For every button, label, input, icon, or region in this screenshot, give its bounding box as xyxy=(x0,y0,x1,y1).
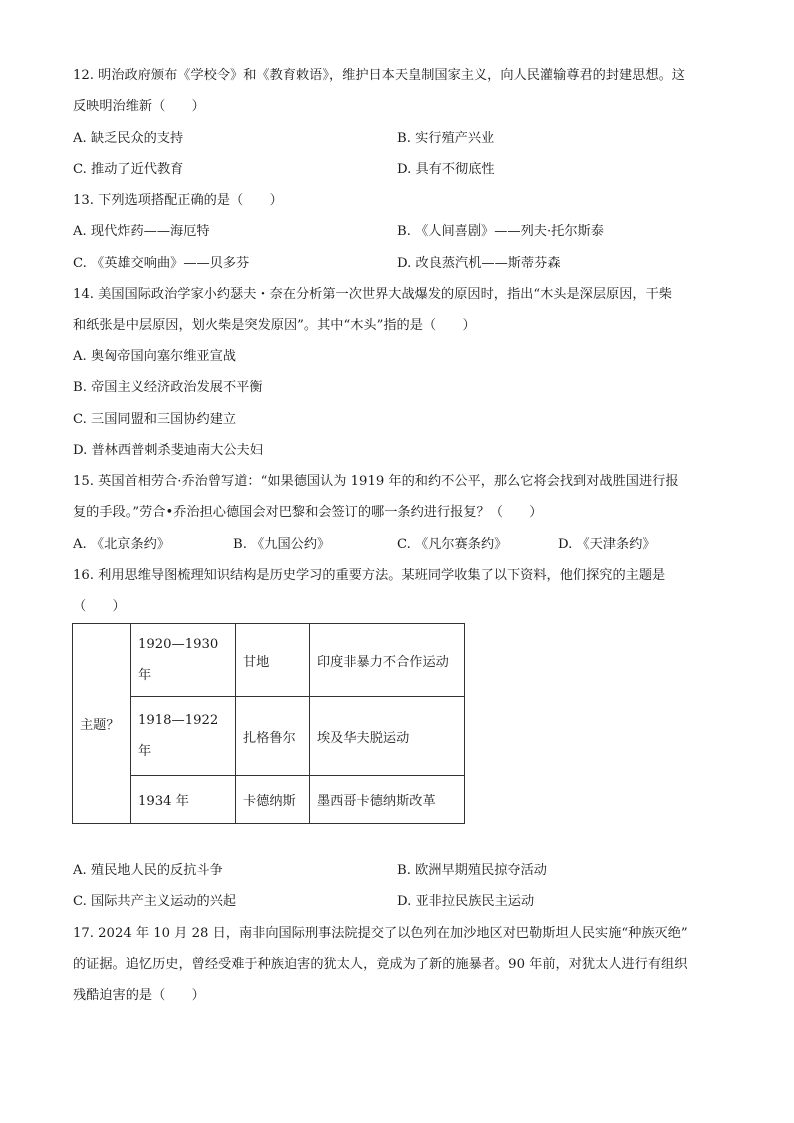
q12-option-c: C. 推动了近代教育 xyxy=(73,162,184,177)
q16-year-line1: 1918—1922 xyxy=(138,713,219,728)
q12-stem-line2: 反映明治维新（ ） xyxy=(73,99,205,114)
q16-year-line2: 年 xyxy=(138,744,152,759)
q14-stem-line2: 和纸张是中层原因，划火柴是突发原因”。其中“木头”指的是（ ） xyxy=(73,318,476,333)
q15-option-d: D. 《天津条约》 xyxy=(558,537,656,552)
q16-option-a: A. 殖民地人民的反抗斗争 xyxy=(73,863,223,878)
q16-option-c: C. 国际共产主义运动的兴起 xyxy=(73,894,237,909)
q12-option-a: A. 缺乏民众的支持 xyxy=(73,131,184,146)
q14-option-c: C. 三国同盟和三国协约建立 xyxy=(73,412,237,427)
q17-stem-line3: 残酷迫害的是（ ） xyxy=(73,988,205,1003)
q16-event-cell: 墨西哥卡德纳斯改革 xyxy=(310,776,465,824)
q16-year-cell xyxy=(131,697,236,776)
q14-option-a: A. 奥匈帝国向塞尔维亚宣战 xyxy=(73,349,236,364)
q16-option-b: B. 欧洲早期殖民掠夺活动 xyxy=(397,863,547,878)
q14-option-b: B. 帝国主义经济政治发展不平衡 xyxy=(73,380,263,395)
q13-option-d: D. 改良蒸汽机——斯蒂芬森 xyxy=(397,256,561,271)
q15-option-c: C. 《凡尔赛条约》 xyxy=(397,537,508,552)
q16-event-cell: 埃及华夫脱运动 xyxy=(310,697,465,776)
q14-stem-line1: 14. 美国国际政治学家小约瑟夫・奈在分析第一次世界大战爆发的原因时，指出“木头是深层原因，干柴 xyxy=(73,287,672,302)
q16-topic-cell: 主题？ xyxy=(73,624,131,824)
q12-option-d: D. 具有不彻底性 xyxy=(397,162,495,177)
q13-option-c: C. 《英雄交响曲》——贝多芬 xyxy=(73,256,250,271)
q14-option-d: D. 普林西普刺杀斐迪南大公夫妇 xyxy=(73,443,263,458)
q16-person-cell: 甘地 xyxy=(236,624,310,697)
q16-person-cell: 扎格鲁尔 xyxy=(236,697,310,776)
q12-option-b: B. 实行殖产兴业 xyxy=(397,131,495,146)
q13-stem: 13. 下列选项搭配正确的是（ ） xyxy=(73,193,283,208)
q13-option-b: B. 《人间喜剧》——列夫·托尔斯泰 xyxy=(397,224,604,239)
q16-stem-line1: 16. 利用思维导图梳理知识结构是历史学习的重要方法。某班同学收集了以下资料，他们探究的主题是 xyxy=(73,568,666,583)
q16-year-cell xyxy=(131,624,236,697)
q16-option-d: D. 亚非拉民族民主运动 xyxy=(397,894,535,909)
q15-option-a: A. 《北京条约》 xyxy=(73,537,171,552)
q16-person-cell: 卡德纳斯 xyxy=(236,776,310,824)
q15-stem-line2: 复的手段。”劳合•乔治担心德国会对巴黎和会签订的哪一条约进行报复？（ ） xyxy=(73,505,543,520)
q17-stem-line2: 的证据。追忆历史，曾经受难于种族迫害的犹太人，竟成为了新的施暴者。90 年前，对犹太人进行有组织 xyxy=(73,957,688,972)
q16-year-line2: 年 xyxy=(138,668,152,683)
q16-event-cell: 印度非暴力不合作运动 xyxy=(310,624,465,697)
q16-year-line1: 1920—1930 xyxy=(138,637,219,652)
q16-stem-line2: （ ） xyxy=(73,599,126,614)
q13-option-a: A. 现代炸药——海厄特 xyxy=(73,224,210,239)
q17-stem-line1: 17. 2024 年 10 月 28 日，南非向国际刑事法院提交了以色列在加沙地区对巴勒斯坦人民实施“种族灭绝” xyxy=(73,926,688,941)
q15-stem-line1: 15. 英国首相劳合·乔治曾写道：“如果德国认为 1919 年的和约不公平，那么它将会找到对战胜国进行报 xyxy=(73,474,679,489)
q16-mindmap-table xyxy=(72,623,465,824)
q12-stem-line1: 12. 明治政府颁布《学校令》和《教育敕语》，维护日本天皇制国家主义，向人民灌输尊君的封建思想。这 xyxy=(73,68,685,83)
q16-year-cell: 1934 年 xyxy=(131,776,236,824)
q15-option-b: B. 《九国公约》 xyxy=(233,537,331,552)
